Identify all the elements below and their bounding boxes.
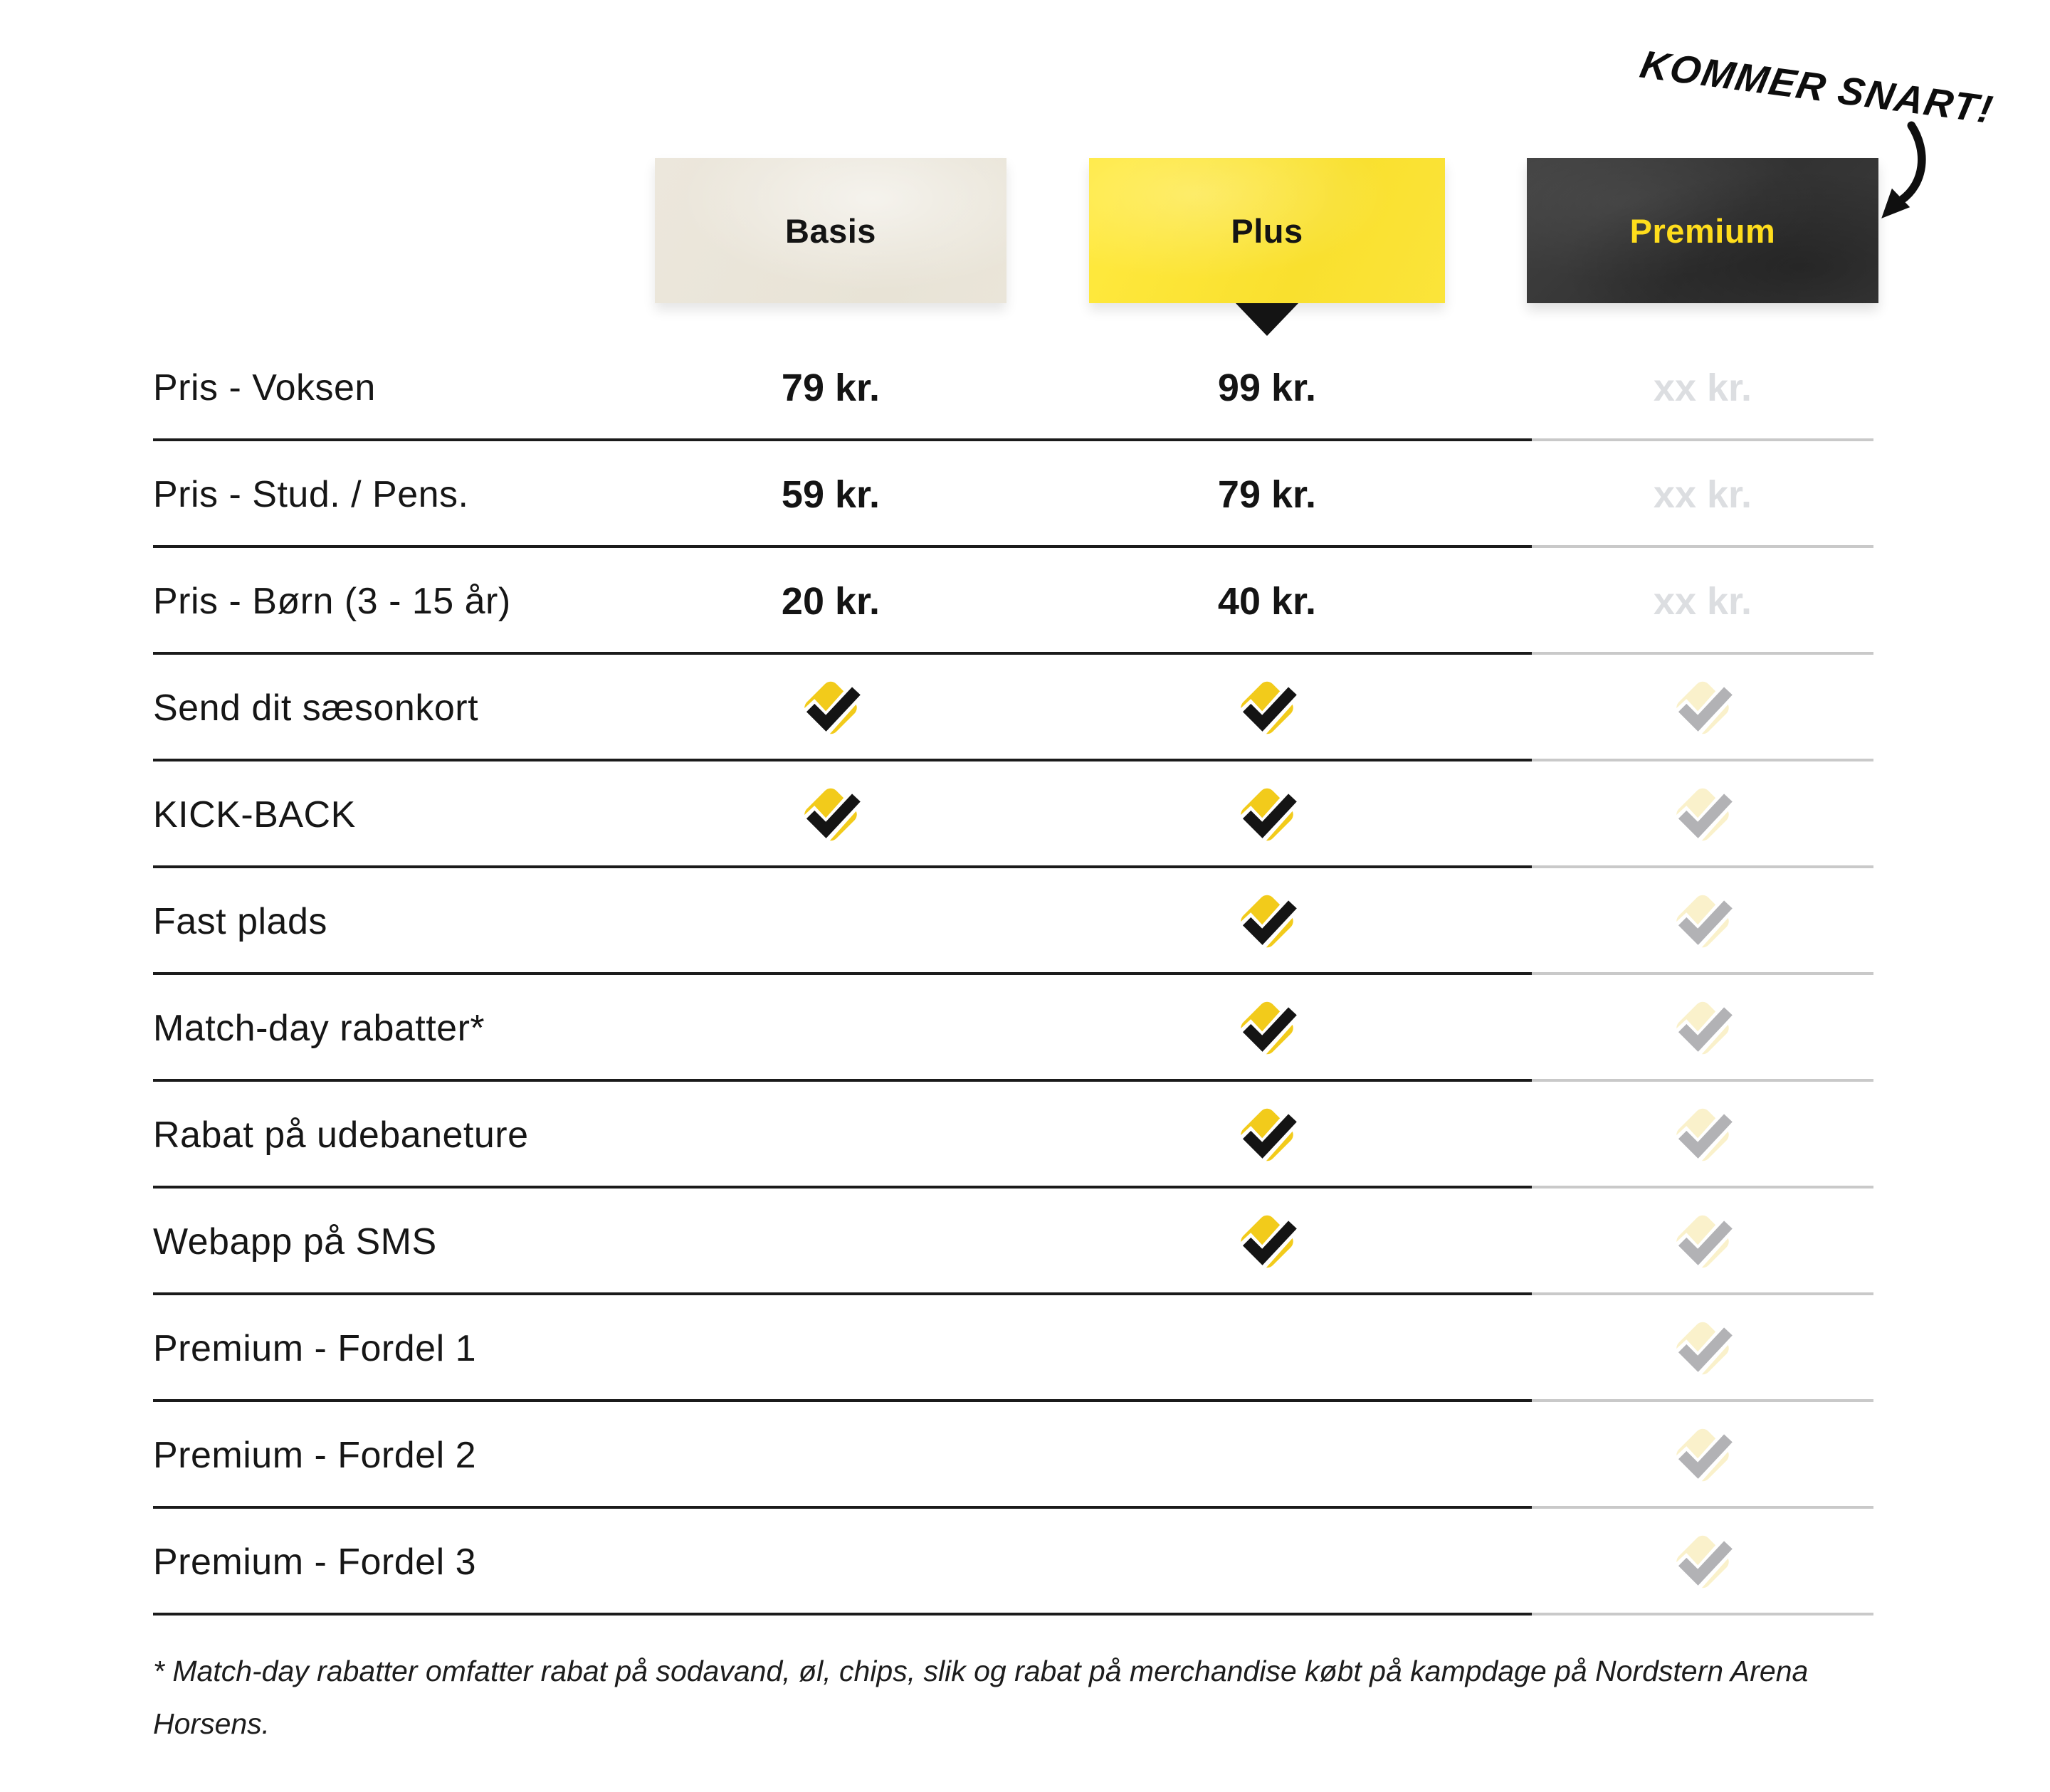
check-icon bbox=[1230, 891, 1304, 953]
check-icon-faded bbox=[1666, 1211, 1740, 1273]
row-label: Fast plads bbox=[153, 901, 327, 942]
table-row bbox=[0, 441, 2050, 548]
plan-header-premium bbox=[1527, 158, 1878, 303]
check-icon bbox=[794, 678, 868, 739]
basis-price: 20 kr. bbox=[781, 580, 881, 623]
premium-price: xx kr. bbox=[1653, 473, 1752, 516]
row-label: KICK-BACK bbox=[153, 794, 356, 836]
plus-price: 40 kr. bbox=[1217, 580, 1317, 623]
check-icon-faded bbox=[1666, 1318, 1740, 1380]
check-icon-faded bbox=[1666, 784, 1740, 846]
check-icon-faded bbox=[1666, 1532, 1740, 1593]
check-icon-faded bbox=[1666, 891, 1740, 953]
check-icon-faded bbox=[1666, 678, 1740, 739]
check-icon bbox=[1230, 1105, 1304, 1166]
plan-plus-label: Plus bbox=[1231, 211, 1303, 250]
check-icon bbox=[1230, 1211, 1304, 1273]
table-row bbox=[0, 334, 2050, 441]
table-row bbox=[0, 1188, 2050, 1295]
table-row bbox=[0, 1509, 2050, 1616]
premium-price: xx kr. bbox=[1653, 367, 1752, 409]
check-icon-faded bbox=[1666, 1425, 1740, 1487]
row-label: Premium - Fordel 3 bbox=[153, 1541, 476, 1583]
row-label: Match-day rabatter* bbox=[153, 1008, 485, 1049]
row-label: Rabat på udebaneture bbox=[153, 1114, 529, 1156]
table-row bbox=[0, 868, 2050, 975]
down-triangle-icon bbox=[1236, 303, 1298, 336]
basis-price: 59 kr. bbox=[781, 473, 881, 516]
table-row bbox=[0, 975, 2050, 1082]
basis-price: 79 kr. bbox=[781, 367, 881, 409]
footnote: * Match-day rabatter omfatter rabat på sodavand, øl, chips, slik og rabat på merchandise købt på kampdage på Nordstern Arena Horsens. bbox=[153, 1655, 1809, 1740]
table-row bbox=[0, 1295, 2050, 1402]
plus-price: 79 kr. bbox=[1217, 473, 1317, 516]
curved-arrow-down-icon bbox=[1866, 121, 1934, 223]
check-icon bbox=[794, 784, 868, 846]
check-icon-faded bbox=[1666, 998, 1740, 1060]
plan-basis-label: Basis bbox=[785, 211, 876, 250]
plus-price: 99 kr. bbox=[1217, 367, 1317, 409]
table-row bbox=[0, 1082, 2050, 1188]
table-row bbox=[0, 761, 2050, 868]
coming-soon-note: KOMMER SNART! bbox=[1636, 41, 1998, 132]
premium-price: xx kr. bbox=[1653, 580, 1752, 623]
row-label: Webapp på SMS bbox=[153, 1221, 437, 1263]
check-icon bbox=[1230, 678, 1304, 739]
table-row bbox=[0, 655, 2050, 761]
table-row bbox=[0, 1402, 2050, 1509]
table-row bbox=[0, 548, 2050, 655]
row-label: Send dit sæsonkort bbox=[153, 687, 479, 729]
row-label: Pris - Stud. / Pens. bbox=[153, 474, 469, 515]
row-label: Pris - Børn (3 - 15 år) bbox=[153, 581, 511, 622]
row-label: Premium - Fordel 1 bbox=[153, 1328, 476, 1369]
check-icon bbox=[1230, 784, 1304, 846]
check-icon bbox=[1230, 998, 1304, 1060]
plan-header-basis bbox=[655, 158, 1006, 303]
row-divider bbox=[0, 1613, 2050, 1616]
row-label: Pris - Voksen bbox=[153, 367, 376, 409]
row-label: Premium - Fordel 2 bbox=[153, 1435, 476, 1476]
plan-premium-label: Premium bbox=[1629, 211, 1776, 250]
plan-header-plus bbox=[1089, 158, 1445, 303]
check-icon-faded bbox=[1666, 1105, 1740, 1166]
